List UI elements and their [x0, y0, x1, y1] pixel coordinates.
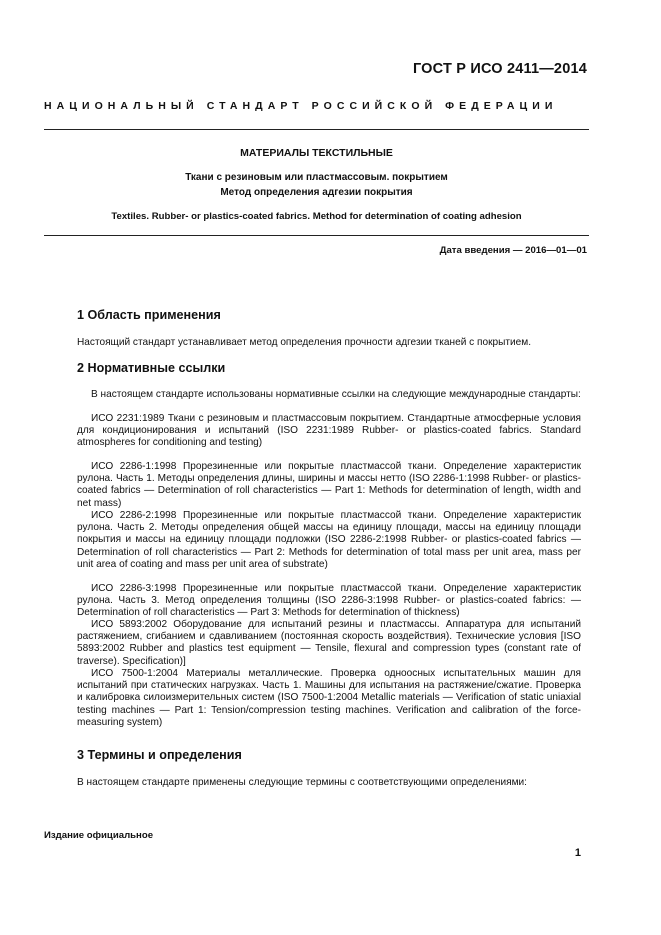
reference-iso-2231: ИСО 2231:1989 Ткани с резиновым и пластмассовым покрытием. Стандартные атмосферные условия для кондиционирования и испытаний (ISO 2231:1989 Rubber- or plastics-coated fabrics. Standard atmospheres for conditioning and testing)	[77, 413, 581, 449]
reference-iso-2286-2: ИСО 2286-2:1998 Прорезиненные или покрытые пластмассой ткани. Определение характеристик рулона. Часть 2. Методы определения общей массы на единицу площади, массы на единицу площади покрытия и массы на единицу площади подложки (ISO 2286-2:1998 Rubber- or plastics-coated fabrics — Determination of roll characteristics — Part 2: Methods for determination of total mass per unit area, mass per unit area of coating and mass per unit area of substrate)	[77, 510, 581, 570]
reference-iso-7500-1: ИСО 7500-1:2004 Материалы металлические. Проверка одноосных испытательных машин для испытаний при статических нагрузках. Часть 1. Машины для испытания на растяжение/сжатие. Проверка и калибровка силоизмерительных систем (ISO 7500-1:2004 Metallic materials — Verification of static uniaxial testing machines — Part 1: Tension/compression testing machines. Verification and calibration of the force-measuring system)	[77, 668, 581, 728]
reference-iso-2286-3: ИСО 2286-3:1998 Прорезиненные или покрытые пластмассой ткани. Определение характеристик рулона. Часть 3. Метод определения толщины (ISO 2286-3:1998 Rubber- or plastics-coated fabrics: — Determination of roll characteristics — Part 3: Methods for determination of thickness)	[77, 583, 581, 619]
section-1-text: Настоящий стандарт устанавливает метод определения прочности адгезии тканей с покрытием.	[77, 337, 531, 348]
section-1-heading: 1 Область применения	[77, 308, 221, 322]
national-standard-banner: НАЦИОНАЛЬНЫЙ СТАНДАРТ РОССИЙСКОЙ ФЕДЕРАЦИИ	[44, 100, 558, 112]
document-title: МАТЕРИАЛЫ ТЕКСТИЛЬНЫЕ	[240, 147, 393, 159]
page-number: 1	[574, 847, 581, 859]
official-edition-note: Издание официальное	[44, 830, 154, 841]
document-subtitle-2: Метод определения адгезии покрытия	[220, 187, 413, 198]
document-title-english: Textiles. Rubber- or plastics-coated fabrics. Method for determination of coating adhesion	[111, 211, 522, 222]
header-divider	[44, 129, 589, 130]
document-designation: ГОСТ Р ИСО 2411—2014	[412, 61, 587, 77]
reference-iso-5893: ИСО 5893:2002 Оборудование для испытаний резины и пластмассы. Аппаратура для испытаний растяжением, сгибанием и сдавливанием (постоянная скорость воздействия). Технические условия [ISO 5893:2002 Rubber and plastics test equipment — Tensile, flexural and compression types (constant rate of traverse). Specification)]	[77, 619, 581, 667]
document-subtitle-1: Ткани с резиновым или пластмассовым. покрытием	[185, 172, 448, 183]
section-3-intro: В настоящем стандарте применены следующие термины с соответствующими определениями:	[77, 777, 527, 788]
section-2-intro: В настоящем стандарте использованы нормативные ссылки на следующие международные стандарты:	[91, 389, 581, 400]
reference-iso-2286-1: ИСО 2286-1:1998 Прорезиненные или покрытые пластмассой ткани. Определение характеристик рулона. Часть 1. Методы определения длины, ширины и массы нетто (ISO 2286-1:1998 Rubber- or plastics-coated fabrics — Determination of roll characteristics — Part 1: Methods for determination of length, width and net mass)	[77, 461, 581, 509]
section-3-heading: 3 Термины и определения	[77, 748, 242, 762]
section-2-heading: 2 Нормативные ссылки	[77, 361, 226, 375]
introduction-date: Дата введения — 2016—01—01	[439, 245, 587, 256]
title-divider	[44, 235, 589, 236]
